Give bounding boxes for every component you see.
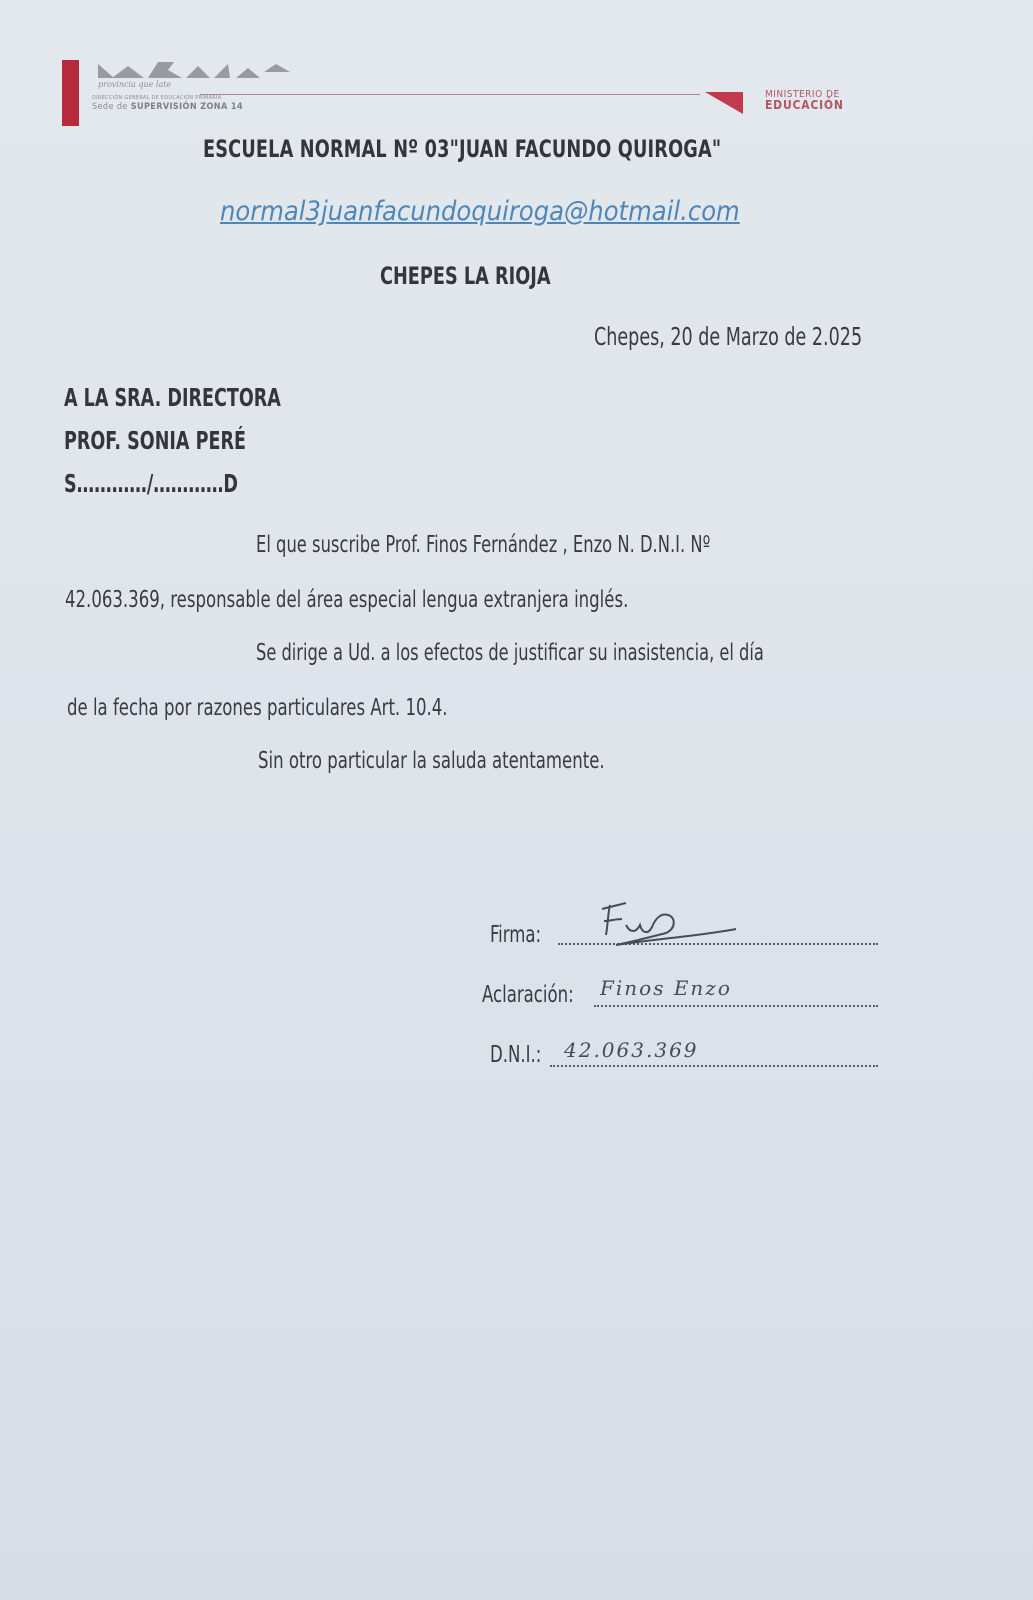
recipient-line-2: PROF. SONIA PERÉ	[64, 426, 246, 455]
letter-date: Chepes, 20 de Marzo de 2.025	[594, 322, 863, 351]
dni-value: 42.063.369	[564, 1038, 699, 1062]
body-closing: Sin otro particular la saluda atentamente.	[258, 748, 605, 774]
dni-dotted-line	[550, 1065, 878, 1067]
letterhead-direction: DIRECCIÓN GENERAL DE EDUCACIÓN PRIMARIA	[92, 95, 222, 101]
la-rioja-logo	[98, 58, 293, 82]
school-city: CHEPES LA RIOJA	[380, 262, 551, 290]
dni-label: D.N.I.:	[490, 1042, 542, 1068]
body-p2-line1: Se dirige a Ud. a los efectos de justificar su inasistencia, el día	[256, 640, 764, 666]
body-p1-line1: El que suscribe Prof. Finos Fernández , Enzo N. D.N.I. Nº	[256, 532, 711, 558]
letterhead-supervision-zone: SUPERVISIÓN ZONA 14	[130, 102, 243, 112]
aclaracion-dotted-line	[594, 1005, 878, 1007]
body-p2-line2: de la fecha por razones particulares Art. 10.4.	[67, 695, 448, 721]
letterhead-supervision	[92, 102, 243, 112]
recipient-line-3: S…………/…………D	[64, 469, 239, 498]
aclaracion-value: Finos Enzo	[600, 976, 732, 1000]
school-email[interactable]: normal3juanfacundoquiroga@hotmail.com	[220, 196, 740, 227]
body-p1-line2: 42.063.369, responsable del área especial lengua extranjera inglés.	[65, 587, 629, 613]
letterhead-supervision-prefix: Sede de	[92, 102, 128, 112]
school-title: ESCUELA NORMAL Nº 03"JUAN FACUNDO QUIROGA"	[203, 135, 722, 163]
letterhead-red-bar	[62, 60, 79, 126]
handwritten-signature	[596, 895, 746, 955]
recipient-line-1: A LA SRA. DIRECTORA	[64, 383, 281, 412]
letterhead-tagline: provincia que late	[98, 80, 172, 89]
ministry-label-top: MINISTERIO DE	[765, 89, 840, 100]
letterhead-rule	[200, 94, 700, 95]
aclaracion-label: Aclaración:	[482, 982, 574, 1008]
firma-label: Firma:	[490, 922, 542, 948]
ministry-logo-mark	[705, 92, 743, 114]
ministry-label-bottom: EDUCACIÓN	[765, 98, 844, 112]
